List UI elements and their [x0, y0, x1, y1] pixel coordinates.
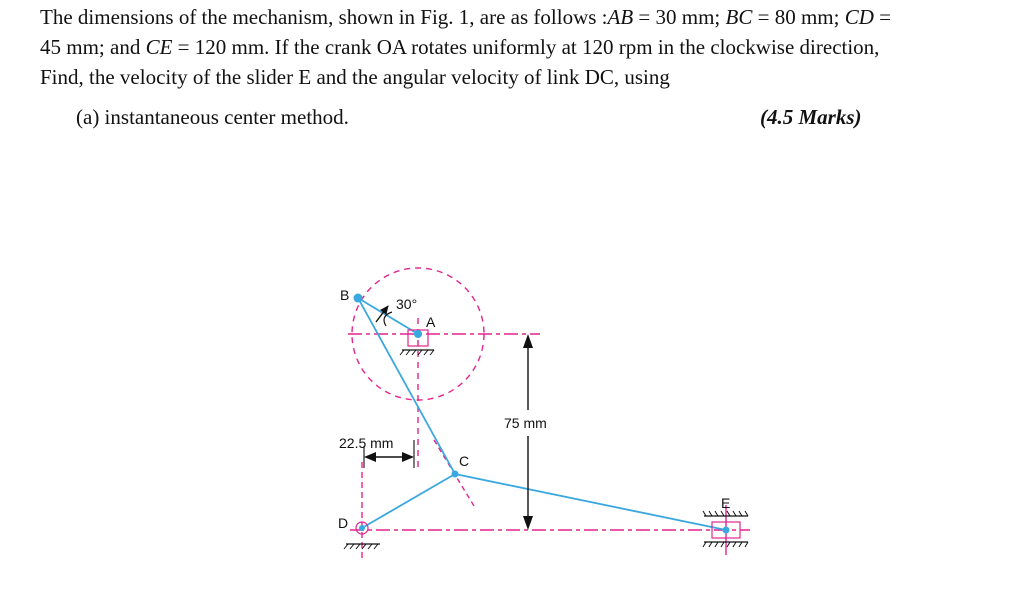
var-ce: CE: [145, 35, 173, 59]
value-bc: = 80 mm;: [752, 5, 845, 29]
marks-label: (4.5 Marks): [760, 105, 862, 129]
value-ab: = 30 mm;: [633, 5, 726, 29]
label-c: C: [459, 453, 470, 469]
dim-75-arrow-top: [523, 334, 533, 348]
dim-horizontal-label: 22.5 mm: [339, 435, 394, 451]
label-d: D: [338, 515, 349, 531]
dim-22-arrow-left: [364, 452, 376, 462]
joint-b: [354, 294, 363, 303]
link-dc: [362, 474, 455, 528]
var-ab: AB: [607, 5, 634, 29]
question-line-1-intro: The dimensions of the mechanism, shown in Fig. 1, are as follows :: [40, 5, 608, 29]
link-ce: [455, 474, 726, 530]
label-a: A: [426, 314, 436, 330]
question-line-3: Find, the velocity of the slider E and the angular velocity of link DC, using: [40, 65, 670, 89]
dim-22-arrow-right: [402, 452, 414, 462]
joint-c: [452, 471, 459, 478]
dim-vertical-label: 75 mm: [504, 415, 547, 431]
label-e: E: [721, 495, 731, 511]
dim-75-arrow-bottom: [523, 516, 533, 530]
part-a-label: (a) instantaneous center method.: [76, 105, 349, 129]
slider-e: [703, 511, 748, 547]
var-cd: CD: [844, 5, 874, 29]
value-cd-eq: =: [873, 5, 892, 29]
angle-label: 30°: [396, 296, 418, 312]
question-line-2-intro: 45 mm; and: [40, 35, 146, 59]
label-b: B: [340, 287, 350, 303]
question-line-2-rest: = 120 mm. If the crank OA rotates uniformly at 120 rpm in the clockwise direction,: [172, 35, 880, 59]
var-bc: BC: [725, 5, 753, 29]
